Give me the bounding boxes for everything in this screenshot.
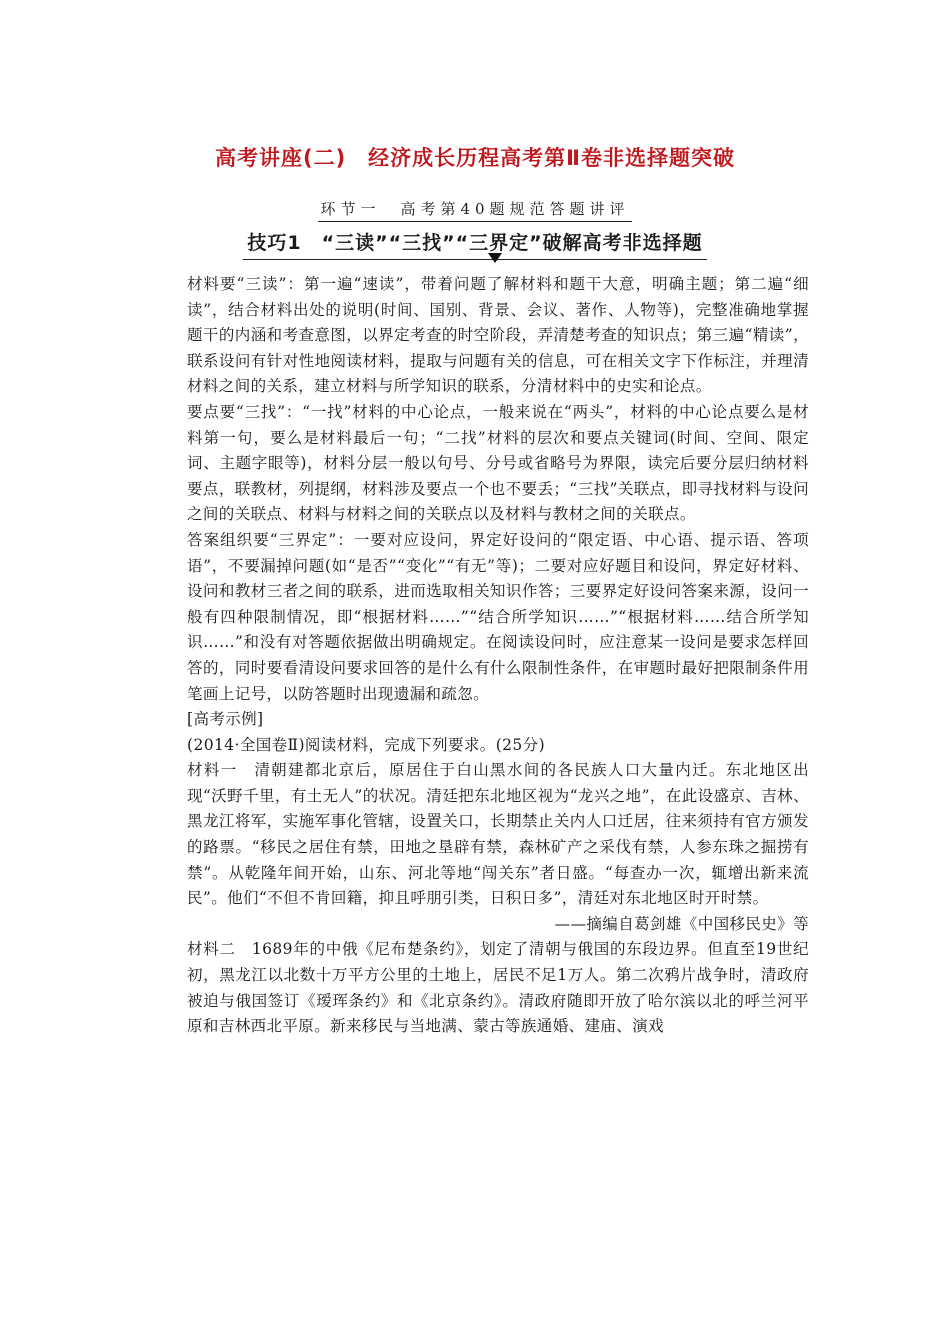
paragraph-three-finds: 要点要“三找”：“一找”材料的中心论点，一般来说在“两头”，材料的中心论点要么是材料第一句，要么是材料最后一句；“二找”材料的层次和要点关键词(时间、空间、限定词、主题字眼等)，材料分层一般以句号、分号或省略号为界限，读完后要分层归纳材料要点，联教材，列提纲，材料涉及要点一个也不要丢；“三找”关联点，即寻找材料与设问之间的关联点、材料与材料之间的关联点以及材料与教材之间的关联点。 bbox=[187, 402, 809, 524]
skill-title bbox=[0, 228, 950, 260]
page-title: 高考讲座(二) 经济成长历程高考第Ⅱ卷非选择题突破 bbox=[214, 146, 736, 170]
material-one: 材料一 清朝建都北京后，原居住于白山黑水间的各民族人口大量内迁。东北地区出现“沃野千里，有土无人”的状况。清廷把东北地区视为“龙兴之地”，在此设盛京、吉林、黑龙江将军，实施军事化管辖，设置关口，长期禁止关内人口迁居，往来须持有官方颁发的路票。“移民之居住有禁，田地之垦辟有禁，森林矿产之采伐有禁，人参东珠之掘捞有禁”。从乾隆年间开始，山东、河北等地“闯关东”者日盛。“每查办一次，辄增出新来流民”。他们“不但不肯回籍，抑且呼朋引类，日积日多”，清廷对东北地区时开时禁。 bbox=[187, 761, 809, 908]
example-label: [高考示例] bbox=[187, 710, 264, 729]
paragraph-three-defines: 答案组织要“三界定”：一要对应设问，界定好设问的“限定语、中心语、提示语、答项语”，不要漏掉问题(如“是否”“变化”“有无”等)；二要对应好题目和设问，界定好材料、设问和教材三者之间的联系，进而选取相关知识作答；三要界定好设问答案来源，设问一般有四种限制情况，即“根据材料……”“结合所学知识……”“根据材料……结合所学知识……”和没有对答题依据做出明确规定。在阅读设问时，应注意某一设问是要求怎样回答的，同时要看清设问要求回答的是什么有什么限制性条件，在审题时最好把限制条件用笔画上记号，以防答题时出现遗漏和疏忽。 bbox=[187, 530, 809, 703]
section-header bbox=[0, 198, 950, 222]
document-body bbox=[187, 272, 809, 1040]
example-source: (2014·全国卷Ⅱ)阅读材料，完成下列要求。(25分) bbox=[187, 735, 546, 754]
material-one-source: ——摘编自葛剑雄《中国移民史》等 bbox=[554, 914, 809, 933]
down-triangle-icon bbox=[488, 253, 502, 263]
paragraph-three-reads: 材料要“三读”：第一遍“速读”，带着问题了解材料和题干大意，明确主题；第二遍“细读”，结合材料出处的说明(时间、国别、背景、会议、著作、人物等)，完整准确地掌握题干的内涵和考查意图，以界定考查的时空阶段，弄清楚考查的知识点；第三遍“精读”，联系设问有针对性地阅读材料，提取与问题有关的信息，可在相关文字下作标注，并理清材料之间的关系，建立材料与所学知识的联系，分清材料中的史实和论点。 bbox=[187, 275, 809, 396]
section-header-text: 环节一 高考第40题规范答题讲评 bbox=[318, 198, 631, 222]
material-two: 材料二 1689年的中俄《尼布楚条约》，划定了清朝与俄国的东段边界。但直至19世纪初，黑龙江以北数十万平方公里的土地上，居民不足1万人。第二次鸦片战争时，清政府被迫与俄国签订《瑷珲条约》和《北京条约》。清政府随即开放了哈尔滨以北的呼兰河平原和吉林西北平原。新来移民与当地满、蒙古等族通婚、建庙、演戏 bbox=[187, 940, 809, 1036]
skill-title-text: 技巧1 “三读”“三找”“三界定”破解高考非选择题 bbox=[243, 228, 706, 260]
